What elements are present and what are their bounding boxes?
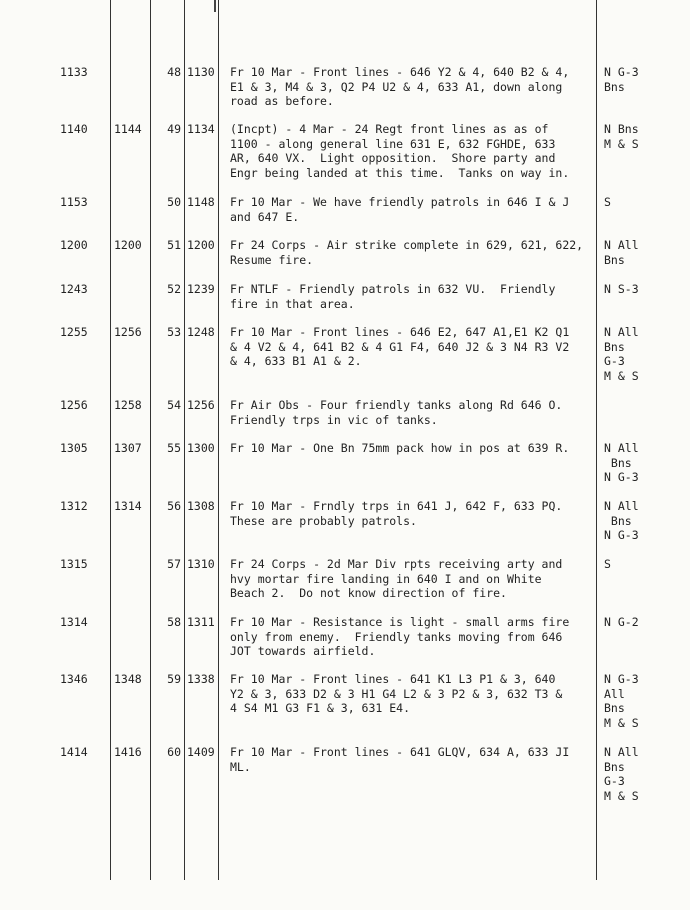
distribution xyxy=(604,65,684,94)
message-line: fire in that area. xyxy=(230,296,355,311)
message-line: Y2 & 3, 633 D2 & 3 H1 G4 L2 & 3 P2 & 3, 632 T3 & xyxy=(230,686,563,701)
message-text xyxy=(230,282,592,311)
message-text xyxy=(230,238,592,267)
message-time: 1308 xyxy=(187,499,215,513)
column-rule-5 xyxy=(596,0,597,880)
distribution-line: N All xyxy=(604,325,639,339)
distribution-line: N G-3 xyxy=(604,672,639,686)
time-column: 1256 xyxy=(60,398,88,412)
distribution-line: Bns xyxy=(604,339,625,354)
message-time: 1134 xyxy=(187,122,215,136)
message-number: 52 xyxy=(167,282,181,296)
message-time: 1310 xyxy=(187,557,215,571)
column-rule-3 xyxy=(184,0,185,880)
message-text xyxy=(230,499,592,528)
distribution-line: G-3 xyxy=(604,354,625,368)
message-line: Fr 24 Corps - Air strike complete in 629, 621, 622, xyxy=(230,238,584,252)
message-number: 57 xyxy=(167,557,181,571)
distribution-line: G-3 xyxy=(604,774,625,788)
message-line: hvy mortar fire landing in 640 I and on White xyxy=(230,571,542,586)
message-time: 1338 xyxy=(187,672,215,686)
message-text xyxy=(230,557,592,601)
message-line: and 647 E. xyxy=(230,209,300,224)
message-line: Friendly trps in vic of tanks. xyxy=(230,412,438,427)
message-line: road as before. xyxy=(230,94,334,108)
message-line: Fr 10 Mar - Resistance is light - small arms fire xyxy=(230,615,570,629)
distribution xyxy=(604,745,684,803)
distribution-line: N All xyxy=(604,745,639,759)
message-time: 1239 xyxy=(187,282,215,296)
distribution-line: Bns xyxy=(604,759,625,774)
distribution-line: N G-2 xyxy=(604,615,639,629)
message-time: 1300 xyxy=(187,441,215,455)
message-text xyxy=(230,65,592,109)
distribution-line: S xyxy=(604,195,611,209)
message-number: 53 xyxy=(167,325,181,339)
message-line: Beach 2. Do not know direction of fire. xyxy=(230,586,507,600)
margin-mark xyxy=(214,0,216,12)
message-line: 4 S4 M1 G3 F1 & 3, 631 E4. xyxy=(230,701,411,715)
message-time: 1148 xyxy=(187,195,215,209)
time-column: 1312 xyxy=(60,499,88,513)
time-column: 1255 xyxy=(60,325,88,339)
message-time: 1248 xyxy=(187,325,215,339)
message-time: 1130 xyxy=(187,65,215,79)
message-line: Fr 10 Mar - Front lines - 646 E2, 647 A1,E1 K2 Q1 xyxy=(230,325,570,339)
message-text xyxy=(230,195,592,224)
distribution xyxy=(604,672,684,730)
distribution xyxy=(604,441,684,485)
message-line: These are probably patrols. xyxy=(230,513,417,528)
received-column: 1348 xyxy=(114,672,142,686)
received-column: 1307 xyxy=(114,441,142,455)
message-line: Fr 10 Mar - One Bn 75mm pack how in pos at 639 R. xyxy=(230,441,570,455)
message-text xyxy=(230,615,592,659)
message-number: 49 xyxy=(167,122,181,136)
column-rule-2 xyxy=(150,0,151,880)
message-text xyxy=(230,398,592,427)
distribution-line: N All xyxy=(604,499,639,513)
distribution-line: Bns xyxy=(604,79,625,94)
message-line: Fr 10 Mar - Front lines - 646 Y2 & 4, 640 B2 & 4, xyxy=(230,65,570,79)
time-column: 1346 xyxy=(60,672,88,686)
message-text xyxy=(230,745,592,774)
distribution xyxy=(604,557,684,572)
distribution-line: Bns xyxy=(604,701,625,715)
distribution-line: N All xyxy=(604,238,639,252)
distribution-line: N All xyxy=(604,441,639,455)
message-line: (Incpt) - 4 Mar - 24 Regt front lines as as of xyxy=(230,122,549,136)
time-column: 1140 xyxy=(60,122,88,136)
message-line: Fr 24 Corps - 2d Mar Div rpts receiving arty and xyxy=(230,557,563,571)
message-line: JOT towards airfield. xyxy=(230,644,376,658)
distribution-line: All xyxy=(604,686,625,701)
time-column: 1153 xyxy=(60,195,88,209)
distribution-line: N S-3 xyxy=(604,282,639,296)
distribution-line: M & S xyxy=(604,136,639,151)
message-line: Engr being landed at this time. Tanks on way in. xyxy=(230,165,570,180)
distribution-line: Bns xyxy=(604,252,625,267)
distribution xyxy=(604,122,684,151)
message-number: 58 xyxy=(167,615,181,629)
distribution xyxy=(604,238,684,267)
message-line: AR, 640 VX. Light opposition. Shore party and xyxy=(230,151,556,165)
distribution-line: N G-3 xyxy=(604,528,639,542)
time-column: 1243 xyxy=(60,282,88,296)
received-column: 1256 xyxy=(114,325,142,339)
message-line: Resume fire. xyxy=(230,252,314,267)
distribution xyxy=(604,499,684,543)
distribution xyxy=(604,282,684,297)
received-column: 1258 xyxy=(114,398,142,412)
message-text xyxy=(230,122,592,180)
message-line: Fr NTLF - Friendly patrols in 632 VU. Friendly xyxy=(230,282,556,296)
message-number: 59 xyxy=(167,672,181,686)
distribution-line: Bns xyxy=(604,513,632,528)
message-time: 1200 xyxy=(187,238,215,252)
message-number: 51 xyxy=(167,238,181,252)
message-time: 1409 xyxy=(187,745,215,759)
message-number: 54 xyxy=(167,398,181,412)
message-line: Fr 10 Mar - We have friendly patrols in 646 I & J xyxy=(230,195,570,209)
message-line: 1100 - along general line 631 E, 632 FGHDE, 633 xyxy=(230,136,556,151)
time-column: 1133 xyxy=(60,65,88,79)
message-number: 55 xyxy=(167,441,181,455)
message-number: 60 xyxy=(167,745,181,759)
received-column: 1314 xyxy=(114,499,142,513)
message-text xyxy=(230,441,592,456)
received-column: 1200 xyxy=(114,238,142,252)
distribution xyxy=(604,615,684,630)
distribution-line: M & S xyxy=(604,715,639,730)
message-number: 48 xyxy=(167,65,181,79)
time-column: 1314 xyxy=(60,615,88,629)
distribution-line: N G-3 xyxy=(604,470,639,484)
distribution-line: M & S xyxy=(604,788,639,803)
message-line: E1 & 3, M4 & 3, Q2 P4 U2 & 4, 633 A1, down along xyxy=(230,79,563,94)
message-number: 56 xyxy=(167,499,181,513)
distribution-line: S xyxy=(604,557,611,571)
time-column: 1305 xyxy=(60,441,88,455)
time-column: 1315 xyxy=(60,557,88,571)
message-line: Fr 10 Mar - Frndly trps in 641 J, 642 F, 633 PQ. xyxy=(230,499,563,513)
message-line: ML. xyxy=(230,759,251,774)
distribution-line: M & S xyxy=(604,368,639,383)
distribution-line: N G-3 xyxy=(604,65,639,79)
message-time: 1311 xyxy=(187,615,215,629)
column-rule-1 xyxy=(110,0,111,880)
message-line: & 4, 633 B1 A1 & 2. xyxy=(230,354,362,368)
message-text xyxy=(230,672,592,716)
message-line: Fr 10 Mar - Front lines - 641 K1 L3 P1 & 3, 640 xyxy=(230,672,556,686)
message-line: Fr Air Obs - Four friendly tanks along Rd 646 O. xyxy=(230,398,563,412)
message-text xyxy=(230,325,592,369)
message-line: Fr 10 Mar - Front lines - 641 GLQV, 634 A, 633 JI xyxy=(230,745,570,759)
message-line: & 4 V2 & 4, 641 B2 & 4 G1 F4, 640 J2 & 3 N4 R3 V2 xyxy=(230,339,570,354)
received-column: 1416 xyxy=(114,745,142,759)
distribution-line: Bns xyxy=(604,455,632,470)
distribution xyxy=(604,325,684,383)
message-time: 1256 xyxy=(187,398,215,412)
time-column: 1200 xyxy=(60,238,88,252)
received-column: 1144 xyxy=(114,122,142,136)
message-number: 50 xyxy=(167,195,181,209)
message-line: only from enemy. Friendly tanks moving from 646 xyxy=(230,629,563,644)
column-rule-4 xyxy=(218,0,219,880)
time-column: 1414 xyxy=(60,745,88,759)
distribution-line: N Bns xyxy=(604,122,639,136)
distribution xyxy=(604,195,684,210)
